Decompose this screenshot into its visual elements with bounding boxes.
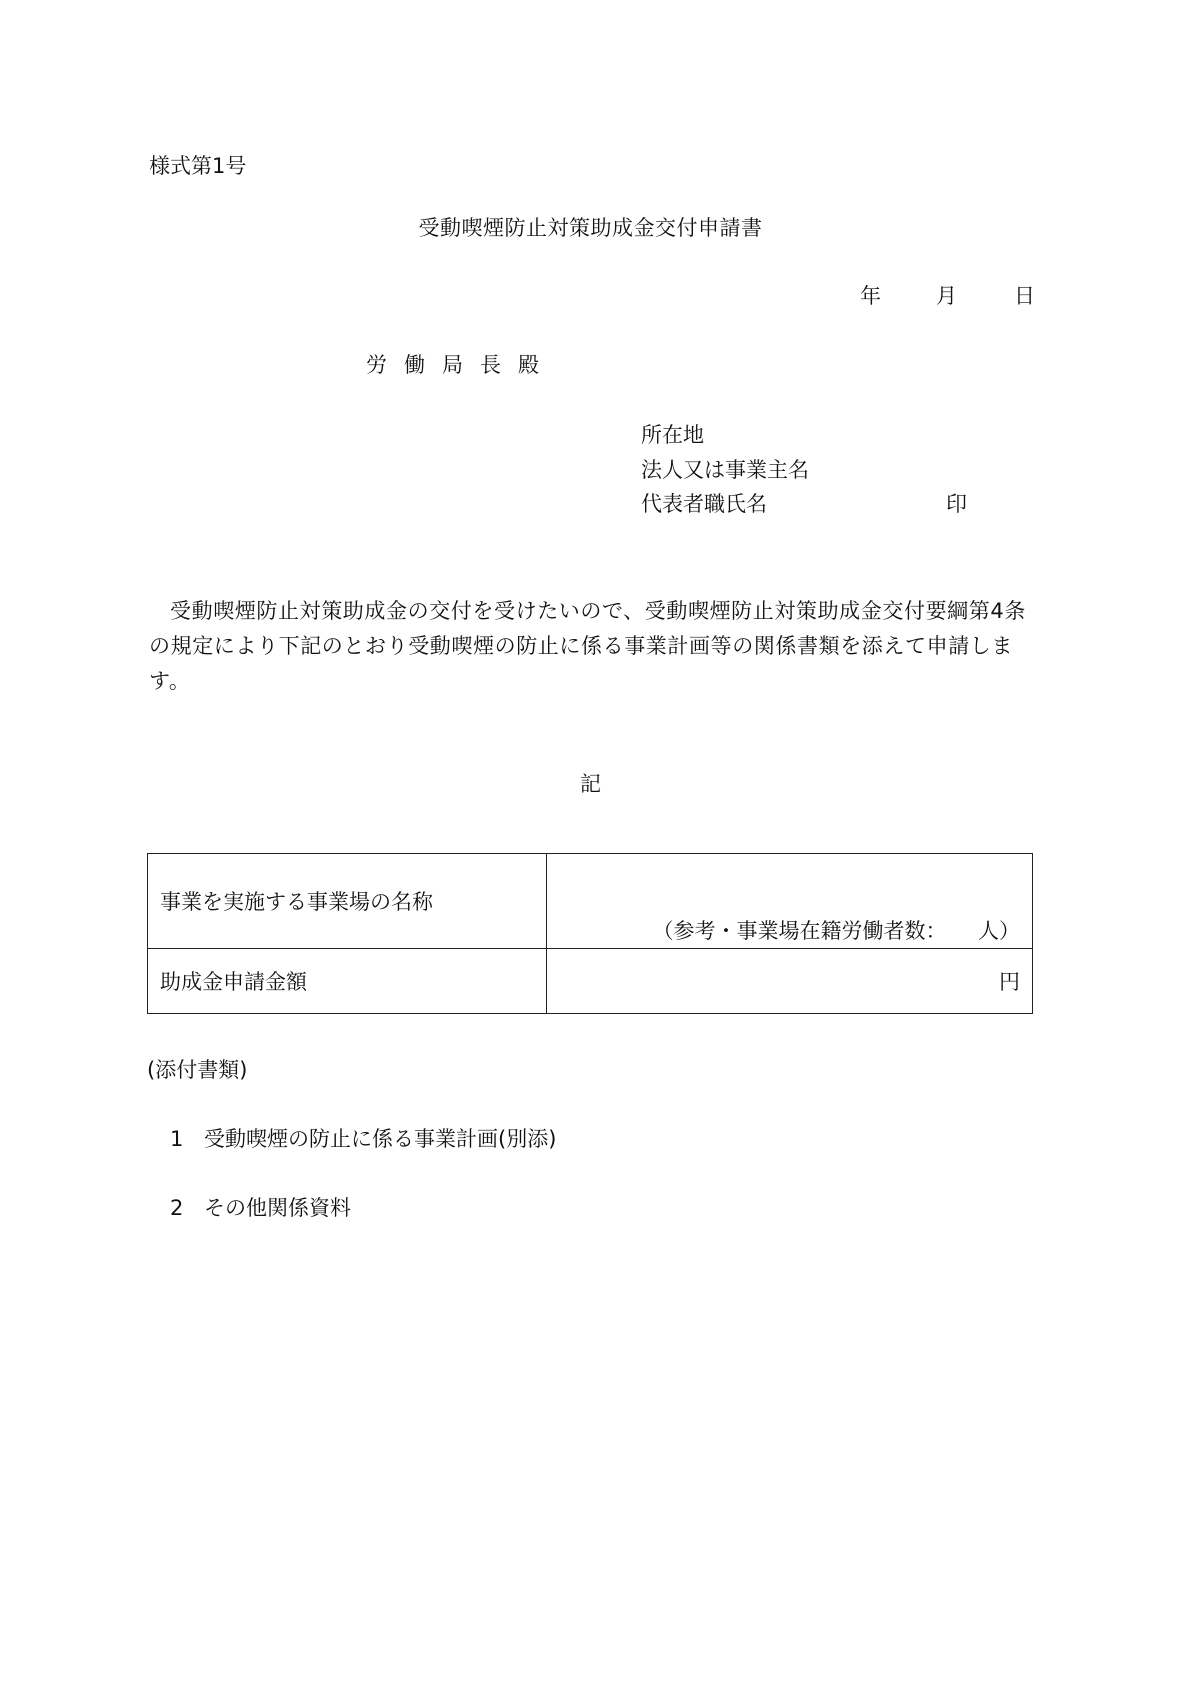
- grant-amount-label: 助成金申請金額: [148, 949, 547, 1014]
- workplace-name-label: 事業を実施する事業場の名称: [148, 854, 547, 949]
- document-title: 受動喫煙防止対策助成金交付申請書: [418, 216, 763, 240]
- attachment-item: [170, 1129, 556, 1150]
- date-year-label: 年: [860, 284, 881, 308]
- applicant-address-label: 所在地: [641, 423, 704, 447]
- ki-heading: 記: [580, 772, 601, 796]
- applicant-name-label: 法人又は事業主名: [641, 458, 809, 482]
- grant-amount-field[interactable]: [547, 949, 1033, 1014]
- attachment-number: 2: [170, 1196, 184, 1220]
- applicant-representative-label: 代表者職氏名: [641, 492, 767, 516]
- addressee: 労働局長殿: [366, 353, 556, 377]
- application-statement: 受動喫煙防止対策助成金の交付を受けたいので、受動喫煙防止対策助成金交付要綱第4条の規定により下記のとおり受動喫煙の防止に係る事業計画等の関係書類を添えて申請します。: [149, 599, 1026, 693]
- attachments-heading: (添付書類): [147, 1058, 248, 1082]
- attachment-number: 1: [170, 1127, 184, 1151]
- seal-mark: 印: [946, 492, 967, 516]
- date-month-label: 月: [936, 284, 957, 308]
- table-row: [148, 949, 1033, 1014]
- table-row: [148, 854, 1033, 949]
- attachment-item: [170, 1198, 351, 1219]
- attachment-text: 受動喫煙の防止に係る事業計画(別添): [204, 1127, 557, 1151]
- form-number: 様式第1号: [149, 154, 247, 178]
- date-day-label: 日: [1014, 284, 1035, 308]
- attachment-text: その他関係資料: [204, 1196, 351, 1220]
- worker-count-note: （参考・事業場在籍労働者数： 人）: [652, 919, 1020, 943]
- application-details-table: [147, 853, 1033, 1014]
- yen-unit: 円: [999, 970, 1020, 994]
- workplace-name-field[interactable]: [547, 854, 1033, 949]
